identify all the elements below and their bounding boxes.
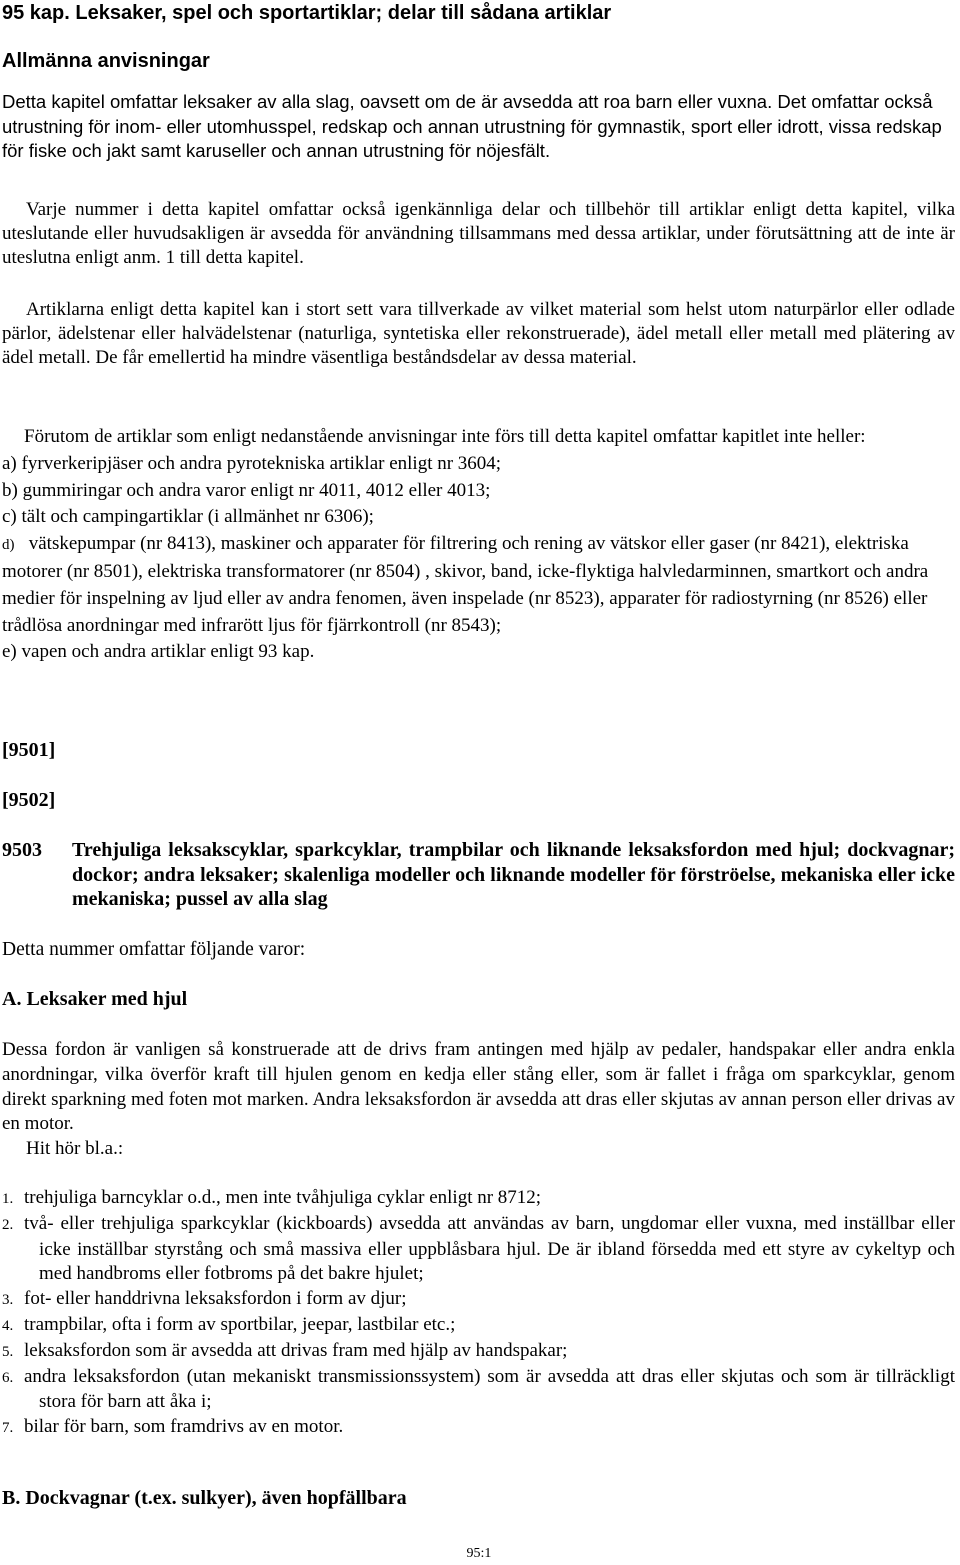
section-a-list: [2, 1186, 955, 1441]
exclusions-block: [2, 424, 955, 666]
heading-number-9502: [9502]: [2, 789, 56, 811]
list-item-number: 5.: [2, 1343, 14, 1360]
list-item: [2, 1415, 955, 1441]
list-item: [2, 1212, 955, 1287]
parts-text: Varje nummer i detta kapitel omfattar också igenkännliga delar och tillbehör till artiklar enligt detta kapitel, vilka uteslutande eller huvudsakligen är avsedda för användning tillsammans med dessa artiklar, under förutsättning att de inte är uteslutna enligt anm. 1 till detta kapitel.: [2, 199, 955, 269]
list-item-text: andra leksaksfordon (utan mekaniskt transmissionssystem) som är avsedda att dras eller skjutas och som är tillräckligt stora för barn att åka i;: [24, 1365, 955, 1413]
material-text: Artiklarna enligt detta kapitel kan i stort sett vara tillverkade av vilket material som helst utom naturpärlor eller odlade pärlor, ädelstenar eller halvädelstenar (naturliga, syntetiska eller rekonstruerade), ädel metall eller metall med plätering av ädel metall. De får emellertid ha mindre väsentliga beståndsdelar av dessa material.: [2, 299, 955, 369]
list-item: [2, 1186, 955, 1212]
list-item: [2, 1313, 955, 1339]
list-item: [2, 1339, 955, 1365]
exclusion-item: [2, 504, 955, 531]
exclusion-item: [2, 639, 955, 666]
intro-paragraph: Detta kapitel omfattar leksaker av alla slag, oavsett om de är avsedda att roa barn eller vuxna. Det omfattar också utrustning för inom- eller utomhusspel, redskap och annan utrustning för gymnastik, sport eller idrott, vissa redskap för fiske och jakt samt karuseller och annan utrustning för nöjesfält.: [2, 91, 942, 161]
material-paragraph: [2, 298, 955, 371]
page-number: 95:1: [466, 1546, 492, 1561]
exclusion-label: c): [2, 506, 17, 528]
exclusion-item: [2, 478, 955, 505]
list-item-text: trehjuliga barncyklar o.d., men inte tvåhjuliga cyklar enligt nr 8712;: [24, 1187, 542, 1208]
list-item-number: 1.: [2, 1191, 14, 1207]
section-b-heading: B. Dockvagnar (t.ex. sulkyer), även hopfällbara: [2, 1487, 407, 1509]
section-a-heading: A. Leksaker med hjul: [2, 988, 188, 1010]
list-item-text: trampbilar, ofta i form av sportbilar, jeepar, lastbilar etc.;: [24, 1313, 456, 1335]
heading-9503-text: Trehjuliga leksakscyklar, sparkcyklar, trampbilar och liknande leksaksfordon med hjul; dockvagnar; dockor; andra leksaker; skalenliga modeller och liknande modeller för förströelse, mekaniska eller icke mekaniska; pussel av alla slag: [72, 839, 955, 910]
exclusion-text: vapen och andra artiklar enligt 93 kap.: [21, 641, 315, 663]
exclusion-text: gummiringar och andra varor enligt nr 4011, 4012 eller 4013;: [22, 479, 491, 501]
exclusion-label: d): [2, 537, 15, 554]
list-item: [2, 1287, 955, 1313]
section-a-includes: Hit hör bl.a.:: [26, 1138, 124, 1160]
exclusion-label: b): [2, 479, 18, 501]
chapter-title: 95 kap. Leksaker, spel och sportartiklar; delar till sådana artiklar: [2, 2, 612, 24]
list-item-number: 6.: [2, 1369, 14, 1386]
list-item-number: 3.: [2, 1292, 14, 1309]
exclusions-intro-text: Förutom de artiklar som enligt nedanstående anvisningar inte förs till detta kapitel omfattar kapitlet inte heller:: [24, 426, 866, 447]
general-notes-heading: Allmänna anvisningar: [2, 50, 210, 72]
exclusion-item: [2, 451, 955, 478]
heading-9503-number: 9503: [2, 839, 42, 861]
exclusion-text: tält och campingartiklar (i allmänhet nr 6306);: [21, 506, 374, 528]
exclusion-text: fyrverkeripjäser och andra pyrotekniska artiklar enligt nr 3604;: [21, 452, 502, 474]
section-a-text: [2, 1038, 955, 1162]
parts-paragraph: [2, 198, 955, 271]
exclusion-item: [2, 531, 955, 639]
list-item: [2, 1365, 955, 1416]
exclusion-label: e): [2, 641, 17, 663]
list-item-text: fot- eller handdrivna leksaksfordon i form av djur;: [24, 1288, 407, 1310]
list-item-number: 4.: [2, 1317, 14, 1334]
list-item-number: 2.: [2, 1216, 14, 1233]
exclusion-label: a): [2, 452, 17, 474]
list-item-text: bilar för barn, som framdrivs av en motor.: [24, 1416, 344, 1438]
exclusion-text: vätskepumpar (nr 8413), maskiner och apparater för filtrering och rening av vätskor eller gaser (nr 8421), elektriska motorer (nr 8501), elektriska transformatorer (nr 8504) , skivor, band, icke-flyktiga halvledarminnen, smartkort och andra medier för inspelning av ljud eller av andra fenomen, även inspelade (nr 8523), apparater för radiostyrning (nr 8526) eller trådlösa anordningar med infrarött ljus för fjärrkontroll (nr 8543);: [2, 533, 929, 636]
heading-9503: [2, 838, 955, 912]
list-item-number: 7.: [2, 1420, 14, 1437]
list-item-text: leksaksfordon som är avsedda att drivas fram med hjälp av handspakar;: [24, 1339, 568, 1361]
section-a-paragraph: Dessa fordon är vanligen så konstruerade att de drivs fram antingen med hjälp av pedaler, handspakar eller andra enkla anordningar, vilka överför kraft till hjulen genom en kedja eller stång eller, som är fallet i fråga om sparkcyklar, genom direkt sparkning med foten mot marken. Andra leksaksfordon är avsedda att dras eller skjutas av annan person eller drivas av en motor.: [2, 1039, 955, 1135]
list-item-text: två- eller trehjuliga sparkcyklar (kickboards) avsedda att användas av barn, ungdomar eller vuxna, med inställbar eller icke inställbar styrstång och små massiva eller uppblåsbara hjul. De är ibland försedda med ett styre av cykeltyp och med handbroms eller fotbroms på det bakre hjulet;: [24, 1212, 955, 1285]
exclusions-intro: [2, 424, 955, 451]
heading-number-9501: [9501]: [2, 739, 56, 761]
covers-paragraph: Detta nummer omfattar följande varor:: [2, 939, 306, 960]
